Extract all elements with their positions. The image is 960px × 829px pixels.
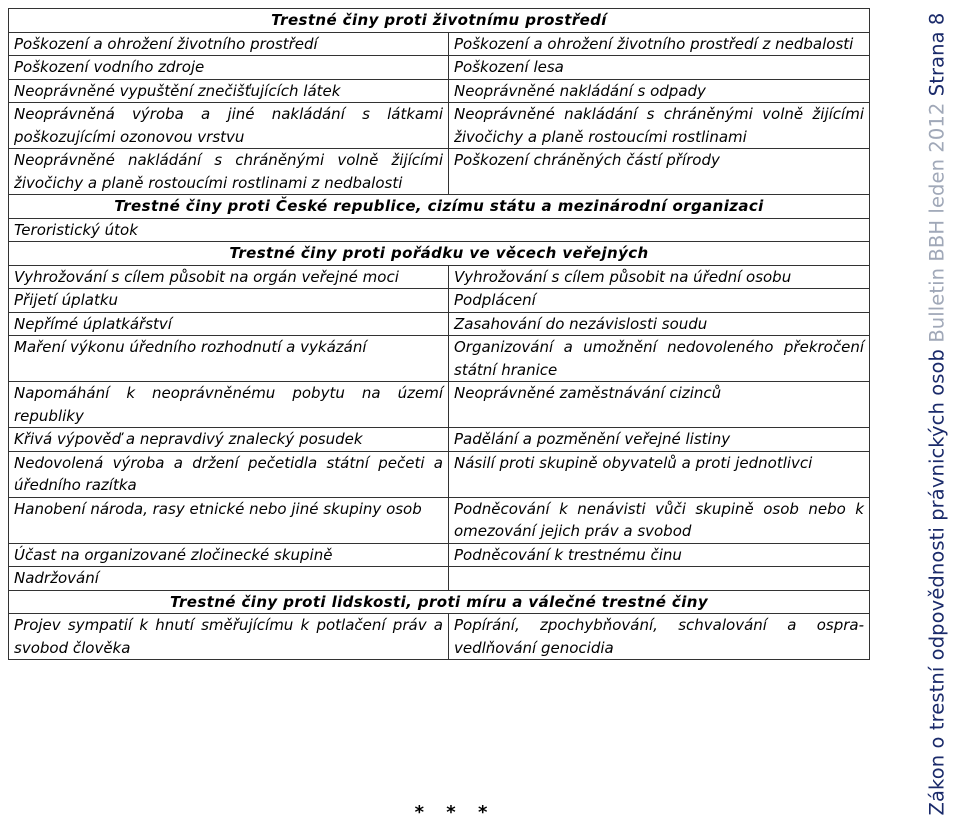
table-cell: Účast na organizované zločinecké skupině	[9, 543, 449, 567]
table-cell: Neoprávněné zaměstnávání cizinců	[449, 382, 870, 428]
table-cell: Vyhrožování s cílem působit na orgán veřejné moci	[9, 265, 449, 289]
table-row	[9, 428, 870, 452]
table-row	[9, 567, 870, 591]
table-row	[9, 56, 870, 80]
table-cell: Zasahování do nezávislosti soudu	[449, 312, 870, 336]
table-row	[9, 265, 870, 289]
section-heading-row	[9, 242, 870, 266]
table-row	[9, 543, 870, 567]
table-cell: Teroristický útok	[9, 218, 870, 242]
table-cell: Podplácení	[449, 289, 870, 313]
table-cell: Hanobení národa, rasy etnické nebo jiné skupiny osob	[9, 497, 449, 543]
section-heading: Trestné činy proti lidskosti, proti míru a válečné trestné činy	[9, 590, 870, 614]
table-row	[9, 497, 870, 543]
table-cell: Podněcování k trestnému činu	[449, 543, 870, 567]
table-cell: Neoprávněné nakládání s odpady	[449, 79, 870, 103]
table-row	[9, 451, 870, 497]
table-cell: Poškození vodního zdroje	[9, 56, 449, 80]
table-cell: Nadržování	[9, 567, 449, 591]
section-heading-row	[9, 9, 870, 33]
crimes-table	[8, 8, 870, 660]
vertical-sidebar	[914, 0, 960, 829]
table-row	[9, 149, 870, 195]
table-row	[9, 103, 870, 149]
vertical-sidebar-text	[926, 0, 949, 829]
table-row	[9, 79, 870, 103]
section-heading-row	[9, 195, 870, 219]
table-cell	[449, 567, 870, 591]
table-cell: Nepřímé úplatkářství	[9, 312, 449, 336]
table-cell: Neoprávněná výroba a jiné nakládání s látkami poškozujícími ozonovou vrstvu	[9, 103, 449, 149]
table-cell: Padělání a pozměnění veřejné listiny	[449, 428, 870, 452]
table-cell: Poškození lesa	[449, 56, 870, 80]
table-row	[9, 32, 870, 56]
sidebar-document-title: Zákon o trestní odpovědnosti právnických osob	[925, 348, 949, 816]
table-row	[9, 289, 870, 313]
table-row	[9, 336, 870, 382]
table-cell: Poškození chráněných částí přírody	[449, 149, 870, 195]
table-cell: Násilí proti skupině obyvatelů a proti jednotlivci	[449, 451, 870, 497]
crimes-table-body	[9, 9, 870, 660]
sidebar-page-number: Strana 8	[925, 12, 949, 97]
table-cell: Poškození a ohrožení životního prostředí z nedbalosti	[449, 32, 870, 56]
table-cell: Přijetí úplatku	[9, 289, 449, 313]
section-heading: Trestné činy proti České republice, cizímu státu a mezinárodní organizaci	[9, 195, 870, 219]
section-heading-row	[9, 590, 870, 614]
table-row	[9, 382, 870, 428]
table-cell: Vyhrožování s cílem působit na úřední osobu	[449, 265, 870, 289]
table-cell: Maření výkonu úředního rozhodnutí a vykázání	[9, 336, 449, 382]
table-cell: Nedovolená výroba a držení pečetidla státní pečeti a úředního razítka	[9, 451, 449, 497]
section-separator: * * *	[414, 802, 496, 823]
table-cell: Popírání, zpochybňování, schvalování a ospravedlňování genocidia	[449, 614, 870, 660]
table-cell: Projev sympatií k hnutí směřujícímu k potlačení práv a svobod člověka	[9, 614, 449, 660]
sidebar-bulletin-name: Bulletin BBH leden 2012	[925, 102, 949, 343]
section-heading: Trestné činy proti životnímu prostředí	[9, 9, 870, 33]
table-cell: Poškození a ohrožení životního prostředí	[9, 32, 449, 56]
table-cell: Podněcování k nenávisti vůči skupině osob nebo k omezování jejich práv a svobod	[449, 497, 870, 543]
section-heading: Trestné činy proti pořádku ve věcech veřejných	[9, 242, 870, 266]
table-row	[9, 218, 870, 242]
table-cell: Křivá výpověď a nepravdivý znalecký posudek	[9, 428, 449, 452]
table-row	[9, 312, 870, 336]
table-cell: Organizování a umožnění nedovoleného překročení státní hranice	[449, 336, 870, 382]
table-row	[9, 614, 870, 660]
table-cell: Neoprávněné nakládání s chráněnými volně žijícími živočichy a planě rostoucími rostlinami	[449, 103, 870, 149]
table-cell: Napomáhání k neoprávněnému pobytu na území republiky	[9, 382, 449, 428]
table-cell: Neoprávněné vypuštění znečišťujících látek	[9, 79, 449, 103]
table-cell: Neoprávněné nakládání s chráněnými volně žijícími živočichy a planě rostoucími rostlinami z nedbalosti	[9, 149, 449, 195]
